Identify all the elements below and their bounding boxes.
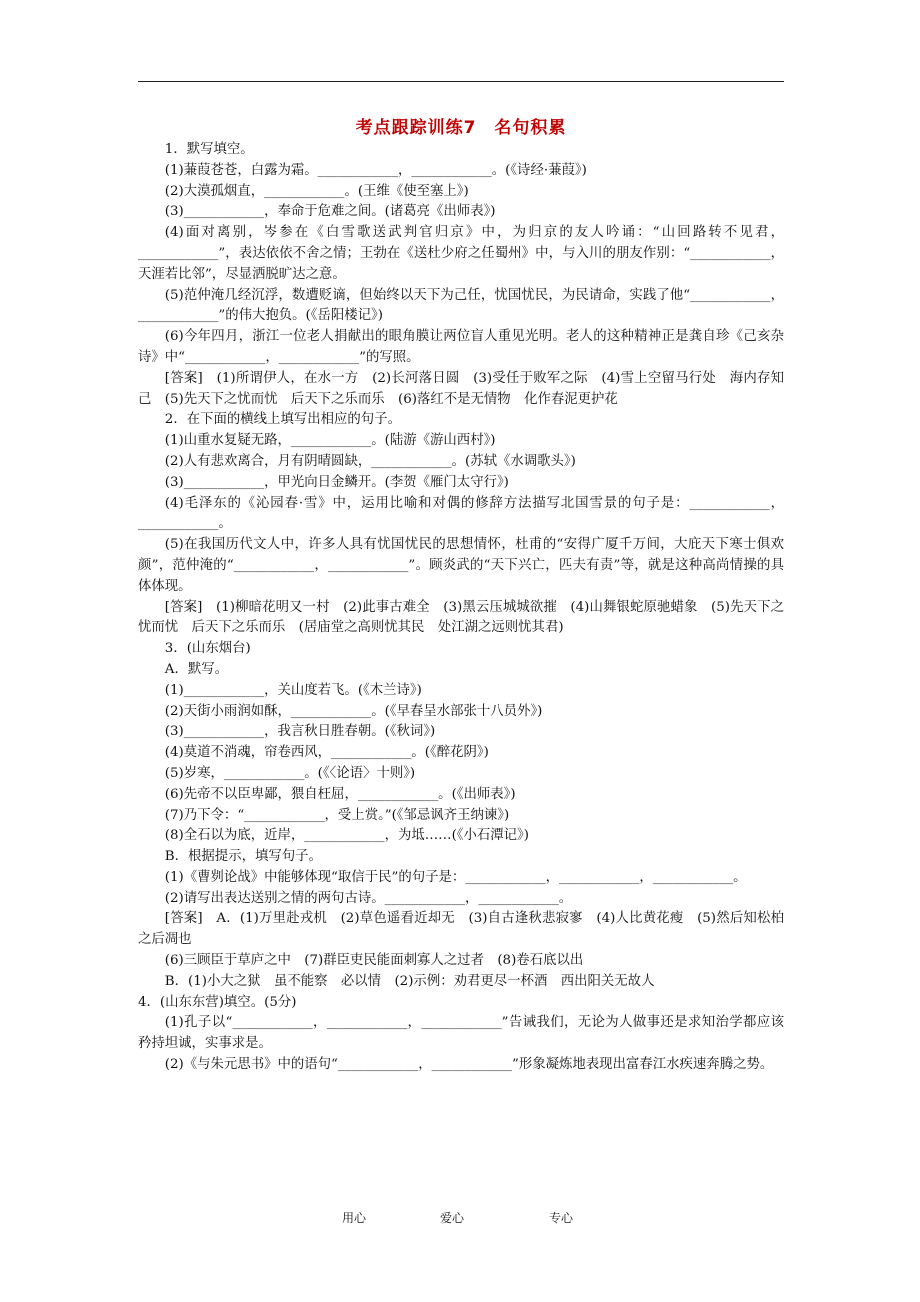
text-line: (2)请写出表达送别之情的两句古诗。____________，____________。 <box>164 890 573 906</box>
text-line: (5)范仲淹几经沉浮，数遭贬谪，但始终以天下为己任，忧国忧民，为民请命，实践了他“____________，____________”的伟大抱负。(《岳阳楼记》) <box>138 287 784 324</box>
text-line: A．默写。 <box>164 661 229 677</box>
text-line: (7)乃下令：“____________，受上赏。”(《邹忌讽齐王纳谏》) <box>164 807 510 823</box>
text-line: (6)三顾臣于草庐之中 (7)群臣吏民能面刺寡人之过者 (8)卷石底以出 <box>164 953 584 969</box>
text-line: B．(1)小大之狱 虽不能察 必以情 (2)示例：劝君更尽一杯酒 西出阳关无故人 <box>164 973 655 989</box>
text-line: (1)孔子以“____________，____________，____________”告诫我们，无论为人做事还是求知治学都应该矜持坦诚，实事求是。 <box>138 1015 784 1052</box>
text-line: 3．(山东烟台) <box>164 641 251 657</box>
text-line: [答案] A．(1)万里赴戎机 (2)草色遥看近却无 (3)自古逢秋悲寂寥 (4)人比黄花瘦 (5)然后知松柏之后凋也 <box>138 911 784 948</box>
footer-text-1: 用心 <box>342 1211 367 1225</box>
footer-text-2: 爱心 <box>440 1211 465 1225</box>
text-line: B．根据提示，填写句子。 <box>164 849 322 865</box>
text-line: (5)在我国历代文人中，许多人具有忧国忧民的思想情怀，杜甫的“安得广厦千万间，大庇天下寒士俱欢颜”，范仲淹的“____________，____________”。顾炎武的“天下兴亡，匹夫有责”等，就是这种高尚情操的具体体现。 <box>138 537 784 594</box>
text-line: (2)大漠孤烟直，____________。(王维《使至塞上》) <box>164 183 469 199</box>
text-line: (4)面对离别，岑参在《白雪歌送武判官归京》中，为归京的友人吟诵：“山回路转不见君，____________”，表达依依不舍之情；王勃在《送杜少府之任蜀州》中，与入川的朋友作别：“____________，天涯若比邻”，尽显洒脱旷达之意。 <box>138 225 784 282</box>
text-line: (1)《曹刿论战》中能够体现“取信于民”的句子是：____________，____________，____________。 <box>164 869 747 885</box>
text-line: (1)山重水复疑无路，____________。(陆游《游山西村》) <box>164 433 496 449</box>
text-line: (3)____________，奉命于危难之间。(诸葛亮《出师表》) <box>164 204 496 220</box>
text-line: 4．(山东东营)填空。(5分) <box>138 994 297 1010</box>
text-line: (4)毛泽东的《沁园春·雪》中，运用比喻和对偶的修辞方法描写北国雪景的句子是：____________，____________。 <box>138 495 784 532</box>
page-title: 考点跟踪训练7 名句积累 <box>355 118 567 138</box>
text-line: (6)先帝不以臣卑鄙，猥自枉屈，____________。(《出师表》) <box>164 786 516 802</box>
text-line: (3)____________，甲光向日金鳞开。(李贺《雁门太守行》) <box>164 474 509 490</box>
text-line: (1)蒹葭苍苍，白露为霜。____________，____________。(《诗经·蒹葭》) <box>164 162 587 178</box>
text-line: [答案] (1)所谓伊人，在水一方 (2)长河落日圆 (3)受任于败军之际 (4)雪上空留马行处 海内存知己 (5)先天下之忧而忧 后天下之乐而乐 (6)落红不是无情物 化作春泥更护花 <box>138 370 784 407</box>
text-line: (2)《与朱元思书》中的语句“____________，____________”形象凝炼地表现出富春江水疾速奔腾之势。 <box>164 1057 774 1073</box>
text-line: [答案] (1)柳暗花明又一村 (2)此事古难全 (3)黑云压城城欲摧 (4)山舞银蛇原驰蜡象 (5)先天下之忧而忧 后天下之乐而乐 (居庙堂之高则忧其民 处江湖之远则忧其君) <box>138 599 784 636</box>
text-line: (2)天街小雨润如酥，____________。(《早春呈水部张十八员外》) <box>164 703 543 719</box>
document-body <box>138 140 784 1076</box>
text-line: (4)莫道不消魂，帘卷西风，____________。(《醉花阴》) <box>164 745 489 761</box>
text-line: (2)人有悲欢离合，月有阴晴圆缺，____________。(苏轼《水调歌头》) <box>164 453 576 469</box>
page-footer <box>0 1209 920 1229</box>
text-line: (6)今年四月，浙江一位老人捐献出的眼角膜让两位盲人重见光明。老人的这种精神正是龚自珍《己亥杂诗》中“____________，____________”的写照。 <box>138 329 784 365</box>
text-line: (5)岁寒，____________。(《〈论语〉十则》) <box>164 765 416 781</box>
header-rule <box>138 81 784 82</box>
text-line: (1)____________，关山度若飞。(《木兰诗》) <box>164 682 422 698</box>
text-line: 2．在下面的横线上填写出相应的句子。 <box>164 412 401 428</box>
footer-text-3: 专心 <box>549 1211 574 1225</box>
text-line: 1．默写填空。 <box>164 142 254 157</box>
text-line: (3)____________，我言秋日胜春朝。(《秋词》) <box>164 724 436 740</box>
text-line: (8)全石以为底，近岸，____________，为坻……(《小石潭记》) <box>164 828 529 844</box>
